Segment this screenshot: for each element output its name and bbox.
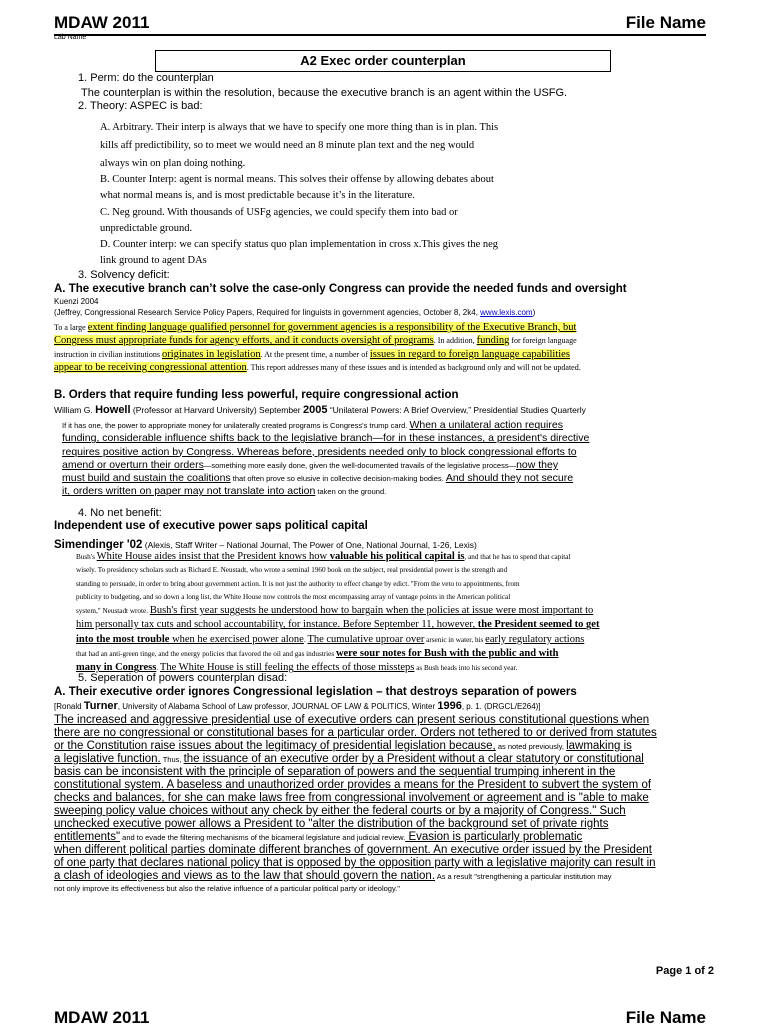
item-5-body: The increased and aggressive presidential use of executive orders can present serious constitutional questions when there are no congressional or constitutional bases for a particular order. Orders not tethered to or derived from statutes or the Constitution raise issues about the legitimacy of presidential legislation because, as noted previously, lawmaking is a legislative function. Thus, the issuance of an executive order by a President without a clear statutory or constitutional basis can be inconsistent with the principle of separation of powers and the sequential trumping inherent in the constitutional system. A baseless and unauthorized order provides a means for the President to subvert the system of checks and balances, for she can make laws free from congressional involvement or agreement and is "able to make sweeping policy value choices without any check by either the federal courts or by a majority of Congress." Such unchecked executive power allows a President to "alter the distribution of the background set of private rights entitlements" and to evade the filtering mechanisms of the bicameral legislature and judicial review. Evasion is particularly problematic when different political parties dominate different branches of government. An executive order issued by the President of one party that declares national policy that is opposed by the opposition party with a legislative majority can result in a clash of ideologies and views as to the law that should govern the nation. As a result "strengthening a particular institution may not only improve its effectiveness but also the relative influence of a particular political party or ideology." [54,714,657,893]
theory-a-3: always win on plan doing nothing. [100,158,246,169]
item-5-tag: A. Their executive order ignores Congressional legislation – that destroys separation of powers [54,686,577,698]
theory-c-1: C. Neg ground. With thousands of USFg agencies, we could specify them into bad or [100,207,458,218]
item-1: 1. Perm: do the counterplan [78,72,214,84]
theory-b-1: B. Counter Interp: agent is normal means. This solves their offense by allowing debates about [100,174,494,185]
item-4-tag: Independent use of executive power saps political capital [54,520,368,532]
item-4: 4. No net benefit: [78,507,162,519]
item-5-cite: [Ronald Turner, University of Alabama School of Law professor, JOURNAL OF LAW & POLITICS, Winter 1996, p. 1. (DRGCL/E264)] [54,700,541,712]
lab-name: Lab Name [54,34,87,41]
card-a-cite: (Jeffrey, Congressional Research Service Policy Papers, Required for linguists in government agencies, October 8, 2k4, www.lexis.com) [54,308,536,317]
item-5: 5. Seperation of powers counterplan disad: [78,672,288,684]
theory-a-2: kills aff predictibility, so to meet we would need an 8 minute plan text and the neg would [100,140,475,151]
item-2: 2. Theory: ASPEC is bad: [78,100,203,112]
header-title: MDAW 2011 [54,13,150,32]
theory-b-2: what normal means is, and is most predictable because it’s in the literature. [100,190,415,201]
page-header [54,13,706,36]
card-b-tag: B. Orders that require funding less powerful, require congressional action [54,389,459,401]
item-4-body: Bush's White House aides insist that the President knows how valuable his political capital is, and that he has to spend that capital wisely. To presidency scholars such as Richard E. Neustadt, who wrote a seminal 1960 book on the subject, real presidential power is the strength and standing to persuade, in order to bring about government action. It is not just the authority to effect change by edict. "From the veto to appointments, from publicity to budgeting, and so down a long list, the White House now controls the most encompassing array of vantage points in the American political system," Neustadt wrote. Bush's first year suggests he understood how to bargain when the policies at issue were most important to him personally tax cuts and school accountability, for instance. Before September 11, however, the President seemed to get into the most trouble when he exercised power alone. The cumulative uproar over arsenic in water, his early regulatory actions that had an anti-green tinge, and the energy policies that favored the oil and gas industries were sour notes for Bush with the public and with many in Congress. The White House is still feeling the effects of those missteps as Bush heads into his second year. [76,551,600,674]
theory-c-2: unpredictable ground. [100,223,193,234]
theory-d-1: D. Counter interp: we can specify status quo plan implementation in cross x.This gives the neg [100,239,499,250]
item-3: 3. Solvency deficit: [78,269,170,281]
card-a-tag: A. The executive branch can’t solve the case-only Congress can provide the needed funds and oversight [54,283,627,295]
item-1-sub: The counterplan is within the resolution, because the executive branch is an agent within the USFG. [81,87,568,99]
theory-d-2: link ground to agent DAs [100,255,207,266]
page-header-repeat [54,1008,706,1028]
page-number: Page 1 of 2 [655,965,714,977]
header-file-name-repeat: File Name [625,1008,706,1027]
card-b-body: If it has one, the power to appropriate money for unilaterally created programs is Congress's trump card. When a unilateral action requires funding, considerable influence shifts back to the legislative branch—for in these instances, a president's directive requires positive action by Congress. Whereas before, presidents needed only to block congressional efforts to amend or overturn their orders—something more easily done, given the well-documented travails of the legislative process—now they must build and sustain the coalitions that often prove so elusive in collective decision-making bodies. And should they not secure it, orders written on paper may not translate into action taken on the ground. [62,419,590,498]
item-4-cite: Simendinger '02 (Alexis, Staff Writer – National Journal, The Power of One, National Journal, 1-26, Lexis) [54,539,477,551]
header-title-repeat: MDAW 2011 [54,1008,150,1027]
card-a-body: To a large extent finding language qualified personnel for government agencies is a responsibility of the Executive Branch, but Congress must appropriate funds for agency efforts, and it conducts oversight of programs. In addition, funding for foreign language instruction in civilian institutions originates in legislation. At the present time, a number of issues in regard to foreign language capabilities appear to be receiving congressional attention. This report addresses many of these issues and is intended as background only and will not be updated. [54,322,581,373]
header-file-name: File Name [625,13,706,32]
card-a-author: Kuenzi 2004 [54,297,99,306]
page-title: A2 Exec order counterplan [155,50,611,72]
card-b-cite: William G. Howell (Professor at Harvard University) September 2005 “Unilateral Powers: A Brief Overview,” Presidential Studies Quarterly [54,404,586,416]
lexis-link[interactable]: www.lexis.com [480,308,533,317]
theory-a-1: A. Arbitrary. Their interp is always that we have to specify one more thing than is in plan. This [100,122,499,133]
